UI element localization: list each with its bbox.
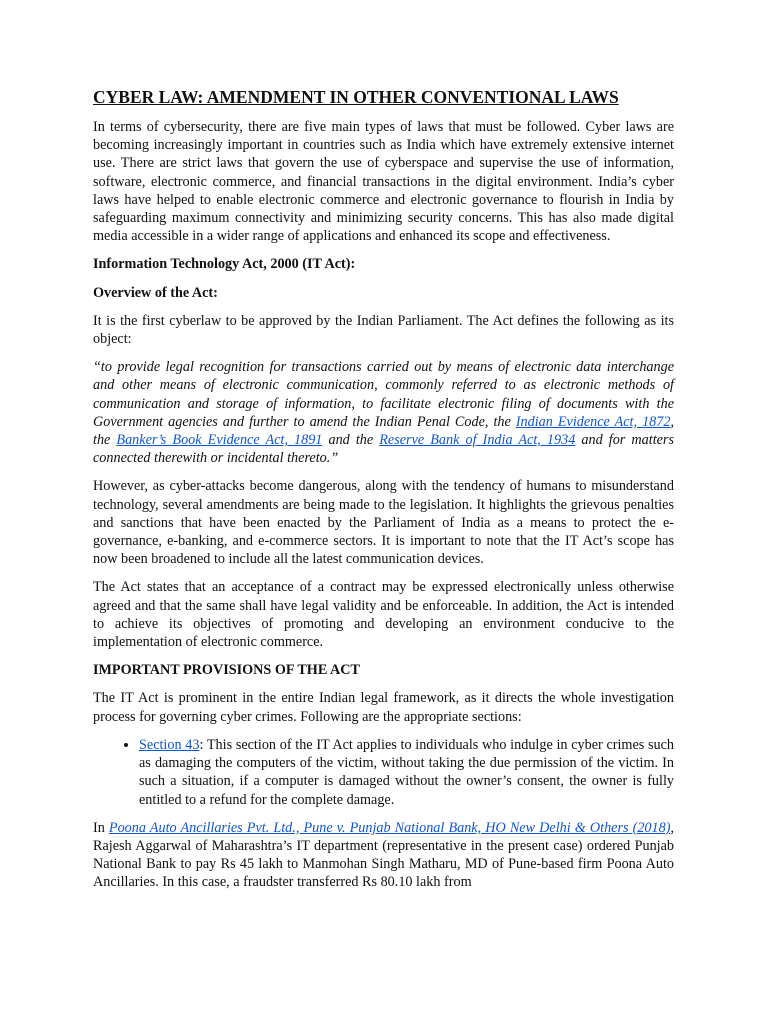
intro-paragraph: In terms of cybersecurity, there are five main types of laws that must be followed. Cyber laws are becoming increasingly important in countries such as India which have extremely extensive internet use. There are strict laws that govern the use of cyberspace and supervise the use of information, software, electronic commerce, and financial transactions in the digital environment. India’s cyber laws have helped to enable electronic commerce and electronic governance to flourish in India by safeguarding maximum connectivity and minimizing security concerns. This has also made digital media accessible in a wider range of applications and enhanced its scope and effectiveness. [93,119,674,245]
overview-paragraph: It is the first cyberlaw to be approved by the Indian Parliament. The Act defines the following as its object: [93,312,674,348]
overview-heading: Overview of the Act: [93,284,218,301]
amendments-paragraph: However, as cyber-attacks become dangerous, along with the tendency of humans to misunderstand technology, several amendments are being made to the legislation. It highlights the grievous penalties and sanctions that have been enacted by the Parliament of India as a means to protect the e-governance, e-banking, and e-commerce sectors. It is important to note that the IT Act’s scope has now been broadened to include all the latest communication devices. [93,478,674,568]
section-43-link[interactable]: Section 43 [139,736,200,753]
quote-text-4: and for matters connected therewith or incidental thereto.” [93,432,674,467]
bankers-book-evidence-act-link[interactable]: Banker’s Book Evidence Act, 1891 [116,432,323,449]
indian-evidence-act-link[interactable]: Indian Evidence Act, 1872 [515,413,671,430]
section-43-text: : This section of the IT Act applies to individuals who indulge in cyber crimes such as damaging the computers of the victim, without taking the due permission of the victim. In such a situation, if a computer is damaged without the owner’s consent, the owner is fully entitled to a refund for the complete damage. [139,736,674,808]
document-title: CYBER LAW: AMENDMENT IN OTHER CONVENTIONAL LAWS [93,87,619,107]
poona-auto-case-link[interactable]: Poona Auto Ancillaries Pvt. Ltd., Pune v. Punjab National Bank, HO New Delhi & Others (2018) [108,819,671,836]
quote-text-2: , the [93,413,674,449]
list-item-section-43 [139,736,674,809]
quote-text-3: and the [322,432,380,449]
provisions-paragraph: The IT Act is prominent in the entire Indian legal framework, as it directs the whole investigation process for governing cyber crimes. Following are the appropriate sections: [93,690,674,725]
reserve-bank-act-link[interactable]: Reserve Bank of India Act, 1934 [379,432,576,449]
provisions-heading: IMPORTANT PROVISIONS OF THE ACT [93,662,361,679]
sections-list [93,736,674,809]
case-paragraph [93,819,674,892]
act-object-quote [93,358,674,467]
contract-paragraph: The Act states that an acceptance of a contract may be expressed electronically unless otherwise agreed and that the same shall have legal validity and be enforceable. In addition, the Act is intended to achieve its objectives of promoting and developing an environment conducive to the implementation of electronic commerce. [93,579,674,651]
quote-text-1: “to provide legal recognition for transactions carried out by means of electronic data interchange and other means of electronic communication, commonly referred to as electronic methods of communication and storage of information, to facilitate electronic filing of documents with the Government agencies and further to amend the Indian Penal Code, the [93,359,674,430]
case-text: , Rajesh Aggarwal of Maharashtra’s IT department (representative in the present case) ordered Punjab National Bank to pay Rs 45 lakh to Manmohan Singh Matharu, MD of Pune-based firm Poona Auto Ancillaries. In this case, a fraudster transferred Rs 80.10 lakh from [93,819,674,891]
case-prefix: In [93,819,109,836]
it-act-heading: Information Technology Act, 2000 (IT Act): [93,256,356,273]
